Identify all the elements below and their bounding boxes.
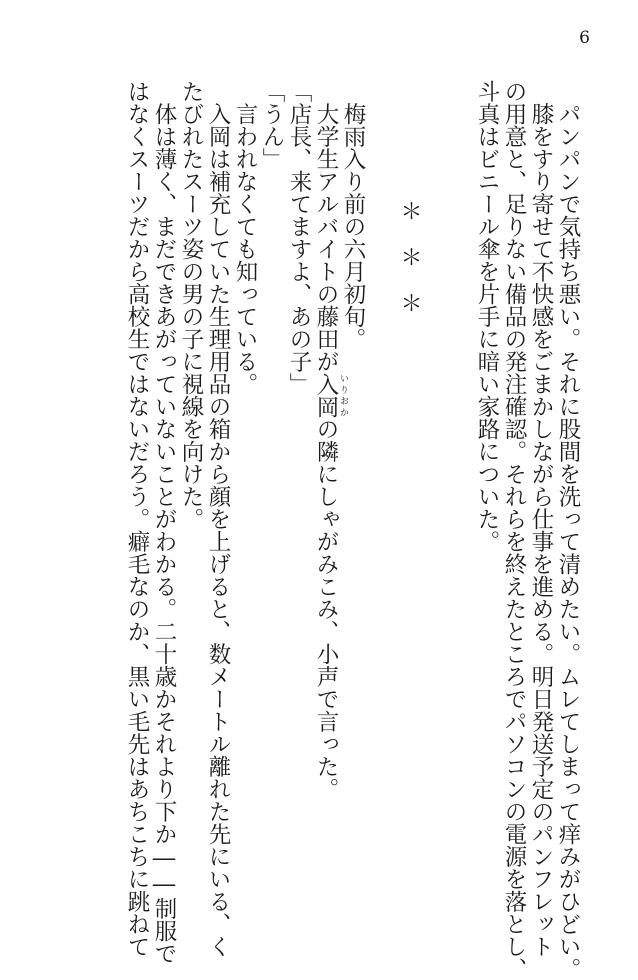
text-column: 梅雨入り前の六月初旬。	[340, 80, 366, 350]
ruby-annotation: 入岡 いりおか	[313, 372, 348, 418]
ruby-reading: いりおか	[338, 372, 348, 418]
text-column: 体は薄く、まだできあがっていないことがわかる。二十歳かそれより下か――制服で	[151, 80, 177, 965]
text-column: 言われなくても知っている。	[232, 80, 258, 395]
text-column: 「うん」	[259, 80, 285, 170]
text-column: 入岡は補充していた生理用品の箱から顔を上げると、数メートル離れた先にいる、く	[205, 80, 231, 958]
text-column: 膝をすり寄せて不快感をごまかしながら仕事を進める。明日発送予定のパンフレット	[528, 80, 554, 958]
text-column: 斗真はビニール傘を片手に暗い家路についた。	[474, 80, 500, 553]
text-column: 大学生アルバイトの藤田が入岡 いりおかの隣にしゃがみこみ、小声で言った。	[313, 80, 348, 800]
scene-break: ＊＊＊	[397, 200, 422, 338]
text-column: 「店長、来てますよ、あの子」	[286, 80, 312, 395]
text-column: はなくスーツだから高校生ではないだろう。癖毛なのか、黒い毛先はあちこちに跳ねて	[124, 80, 150, 958]
text-column: の用意と、足りない備品の発注確認。それらを終えたところでパソコンの電源を落とし、	[501, 80, 527, 980]
text-column: たびれたスーツ姿の男の子に視線を向けた。	[178, 80, 204, 530]
page-number: 6	[579, 28, 590, 48]
text-column: パンパンで気持ち悪い。それに股間を洗って清めたい。ムレてしまって痒みがひどい。	[555, 80, 581, 980]
